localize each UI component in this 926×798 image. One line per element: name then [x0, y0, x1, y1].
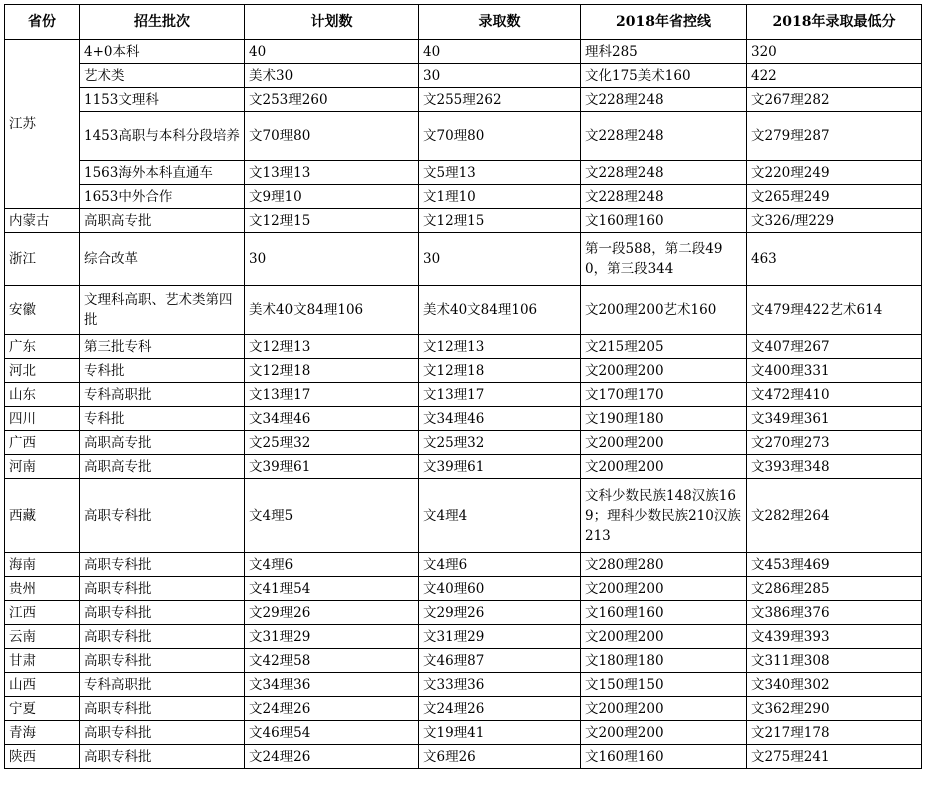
cell-plan: 文12理18	[245, 359, 419, 383]
cell-batch: 文理科高职、艺术类第四批	[80, 286, 245, 335]
table-row	[5, 88, 922, 112]
cell-min-score: 文282理264	[747, 479, 922, 553]
table-row	[5, 407, 922, 431]
cell-min-score: 文311理308	[747, 649, 922, 673]
cell-control-line: 文化175美术160	[581, 64, 747, 88]
cell-plan: 文41理54	[245, 577, 419, 601]
cell-admitted: 文25理32	[419, 431, 581, 455]
cell-admitted: 文70理80	[419, 112, 581, 161]
cell-control-line: 文200理200	[581, 625, 747, 649]
table-row	[5, 335, 922, 359]
cell-batch: 高职高专批	[80, 431, 245, 455]
header-row	[5, 5, 922, 40]
cell-plan: 文31理29	[245, 625, 419, 649]
cell-batch: 1453高职与本科分段培养	[80, 112, 245, 161]
cell-min-score: 文362理290	[747, 697, 922, 721]
cell-min-score: 文349理361	[747, 407, 922, 431]
cell-control-line: 文150理150	[581, 673, 747, 697]
cell-min-score: 文479理422艺术614	[747, 286, 922, 335]
table-row	[5, 479, 922, 553]
table-body	[5, 40, 922, 769]
cell-province: 西藏	[5, 479, 80, 553]
cell-admitted: 30	[419, 64, 581, 88]
cell-plan: 文42理58	[245, 649, 419, 673]
cell-batch: 高职专科批	[80, 745, 245, 769]
cell-admitted: 文29理26	[419, 601, 581, 625]
cell-batch: 1653中外合作	[80, 185, 245, 209]
cell-min-score: 文286理285	[747, 577, 922, 601]
cell-control-line: 文228理248	[581, 88, 747, 112]
cell-admitted: 40	[419, 40, 581, 64]
cell-province: 江苏	[5, 40, 80, 209]
cell-min-score: 463	[747, 233, 922, 286]
cell-min-score: 320	[747, 40, 922, 64]
cell-batch: 高职专科批	[80, 553, 245, 577]
cell-control-line: 文280理280	[581, 553, 747, 577]
cell-plan: 文4理6	[245, 553, 419, 577]
header-min-score: 2018年录取最低分	[747, 5, 922, 40]
cell-plan: 文253理260	[245, 88, 419, 112]
cell-admitted: 文19理41	[419, 721, 581, 745]
cell-plan: 文25理32	[245, 431, 419, 455]
cell-admitted: 文24理26	[419, 697, 581, 721]
table-row	[5, 649, 922, 673]
cell-control-line: 文160理160	[581, 601, 747, 625]
cell-admitted: 30	[419, 233, 581, 286]
cell-min-score: 文472理410	[747, 383, 922, 407]
cell-plan: 30	[245, 233, 419, 286]
cell-batch: 高职专科批	[80, 479, 245, 553]
table-row	[5, 112, 922, 161]
cell-min-score: 文386理376	[747, 601, 922, 625]
cell-min-score: 文270理273	[747, 431, 922, 455]
table-row	[5, 40, 922, 64]
table-row	[5, 673, 922, 697]
cell-batch: 1153文理科	[80, 88, 245, 112]
table-row	[5, 185, 922, 209]
admission-table	[4, 4, 922, 769]
cell-batch: 专科批	[80, 359, 245, 383]
table-row	[5, 697, 922, 721]
cell-province: 河北	[5, 359, 80, 383]
cell-min-score: 文400理331	[747, 359, 922, 383]
cell-min-score: 文393理348	[747, 455, 922, 479]
cell-control-line: 文228理248	[581, 112, 747, 161]
table-row	[5, 161, 922, 185]
cell-plan: 文24理26	[245, 697, 419, 721]
cell-admitted: 文12理13	[419, 335, 581, 359]
cell-province: 安徽	[5, 286, 80, 335]
cell-control-line: 文170理170	[581, 383, 747, 407]
header-batch: 招生批次	[80, 5, 245, 40]
table-row	[5, 286, 922, 335]
cell-admitted: 文1理10	[419, 185, 581, 209]
cell-plan: 文13理13	[245, 161, 419, 185]
cell-admitted: 文31理29	[419, 625, 581, 649]
cell-admitted: 文33理36	[419, 673, 581, 697]
cell-admitted: 文12理15	[419, 209, 581, 233]
table-row	[5, 553, 922, 577]
cell-batch: 高职高专批	[80, 455, 245, 479]
cell-control-line: 文228理248	[581, 185, 747, 209]
table-row	[5, 209, 922, 233]
cell-control-line: 文228理248	[581, 161, 747, 185]
cell-plan: 40	[245, 40, 419, 64]
cell-control-line: 文215理205	[581, 335, 747, 359]
cell-admitted: 文34理46	[419, 407, 581, 431]
cell-province: 江西	[5, 601, 80, 625]
table-row	[5, 721, 922, 745]
cell-admitted: 文39理61	[419, 455, 581, 479]
table-row	[5, 359, 922, 383]
cell-plan: 美术30	[245, 64, 419, 88]
cell-batch: 艺术类	[80, 64, 245, 88]
table-row	[5, 625, 922, 649]
cell-plan: 文39理61	[245, 455, 419, 479]
cell-control-line: 文160理160	[581, 745, 747, 769]
cell-plan: 文29理26	[245, 601, 419, 625]
cell-province: 广西	[5, 431, 80, 455]
cell-province: 四川	[5, 407, 80, 431]
cell-min-score: 文279理287	[747, 112, 922, 161]
cell-province: 山东	[5, 383, 80, 407]
cell-province: 贵州	[5, 577, 80, 601]
cell-plan: 文34理36	[245, 673, 419, 697]
cell-control-line: 理科285	[581, 40, 747, 64]
cell-batch: 高职专科批	[80, 721, 245, 745]
table-row	[5, 431, 922, 455]
cell-province: 甘肃	[5, 649, 80, 673]
cell-control-line: 文200理200	[581, 359, 747, 383]
cell-plan: 文46理54	[245, 721, 419, 745]
cell-batch: 高职专科批	[80, 649, 245, 673]
cell-province: 海南	[5, 553, 80, 577]
cell-batch: 高职专科批	[80, 625, 245, 649]
cell-admitted: 文4理4	[419, 479, 581, 553]
cell-batch: 专科高职批	[80, 383, 245, 407]
cell-admitted: 文12理18	[419, 359, 581, 383]
cell-min-score: 422	[747, 64, 922, 88]
cell-control-line: 文200理200艺术160	[581, 286, 747, 335]
cell-plan: 文24理26	[245, 745, 419, 769]
cell-admitted: 文5理13	[419, 161, 581, 185]
cell-plan: 文34理46	[245, 407, 419, 431]
cell-batch: 专科高职批	[80, 673, 245, 697]
cell-control-line: 文200理200	[581, 431, 747, 455]
cell-province: 浙江	[5, 233, 80, 286]
cell-admitted: 文6理26	[419, 745, 581, 769]
cell-batch: 高职专科批	[80, 577, 245, 601]
cell-plan: 文9理10	[245, 185, 419, 209]
cell-plan: 文12理15	[245, 209, 419, 233]
cell-admitted: 文40理60	[419, 577, 581, 601]
cell-control-line: 文200理200	[581, 577, 747, 601]
cell-control-line: 第一段588，第二段490，第三段344	[581, 233, 747, 286]
cell-province: 内蒙古	[5, 209, 80, 233]
cell-control-line: 文科少数民族148汉族169；理科少数民族210汉族213	[581, 479, 747, 553]
cell-control-line: 文190理180	[581, 407, 747, 431]
table-row	[5, 577, 922, 601]
cell-min-score: 文275理241	[747, 745, 922, 769]
table-row	[5, 601, 922, 625]
table-row	[5, 455, 922, 479]
cell-batch: 综合改革	[80, 233, 245, 286]
cell-plan: 文13理17	[245, 383, 419, 407]
cell-province: 陕西	[5, 745, 80, 769]
cell-min-score: 文267理282	[747, 88, 922, 112]
cell-admitted: 美术40文84理106	[419, 286, 581, 335]
header-plan: 计划数	[245, 5, 419, 40]
table-row	[5, 383, 922, 407]
cell-control-line: 文180理180	[581, 649, 747, 673]
cell-province: 河南	[5, 455, 80, 479]
cell-province: 青海	[5, 721, 80, 745]
table-row	[5, 745, 922, 769]
header-control-line: 2018年省控线	[581, 5, 747, 40]
cell-province: 广东	[5, 335, 80, 359]
cell-min-score: 文439理393	[747, 625, 922, 649]
cell-min-score: 文265理249	[747, 185, 922, 209]
cell-min-score: 文217理178	[747, 721, 922, 745]
cell-batch: 高职专科批	[80, 601, 245, 625]
cell-min-score: 文326/理229	[747, 209, 922, 233]
cell-min-score: 文340理302	[747, 673, 922, 697]
cell-batch: 1563海外本科直通车	[80, 161, 245, 185]
header-province: 省份	[5, 5, 80, 40]
cell-control-line: 文200理200	[581, 455, 747, 479]
cell-batch: 专科批	[80, 407, 245, 431]
cell-admitted: 文46理87	[419, 649, 581, 673]
cell-batch: 高职专科批	[80, 697, 245, 721]
cell-plan: 美术40文84理106	[245, 286, 419, 335]
cell-control-line: 文200理200	[581, 721, 747, 745]
cell-control-line: 文200理200	[581, 697, 747, 721]
cell-control-line: 文160理160	[581, 209, 747, 233]
cell-province: 山西	[5, 673, 80, 697]
cell-min-score: 文453理469	[747, 553, 922, 577]
cell-admitted: 文255理262	[419, 88, 581, 112]
cell-min-score: 文220理249	[747, 161, 922, 185]
table-row	[5, 64, 922, 88]
cell-province: 云南	[5, 625, 80, 649]
cell-admitted: 文13理17	[419, 383, 581, 407]
cell-batch: 高职高专批	[80, 209, 245, 233]
cell-admitted: 文4理6	[419, 553, 581, 577]
cell-province: 宁夏	[5, 697, 80, 721]
cell-min-score: 文407理267	[747, 335, 922, 359]
cell-plan: 文70理80	[245, 112, 419, 161]
cell-plan: 文4理5	[245, 479, 419, 553]
table-row	[5, 233, 922, 286]
header-admitted: 录取数	[419, 5, 581, 40]
cell-plan: 文12理13	[245, 335, 419, 359]
cell-batch: 第三批专科	[80, 335, 245, 359]
cell-batch: 4+0本科	[80, 40, 245, 64]
